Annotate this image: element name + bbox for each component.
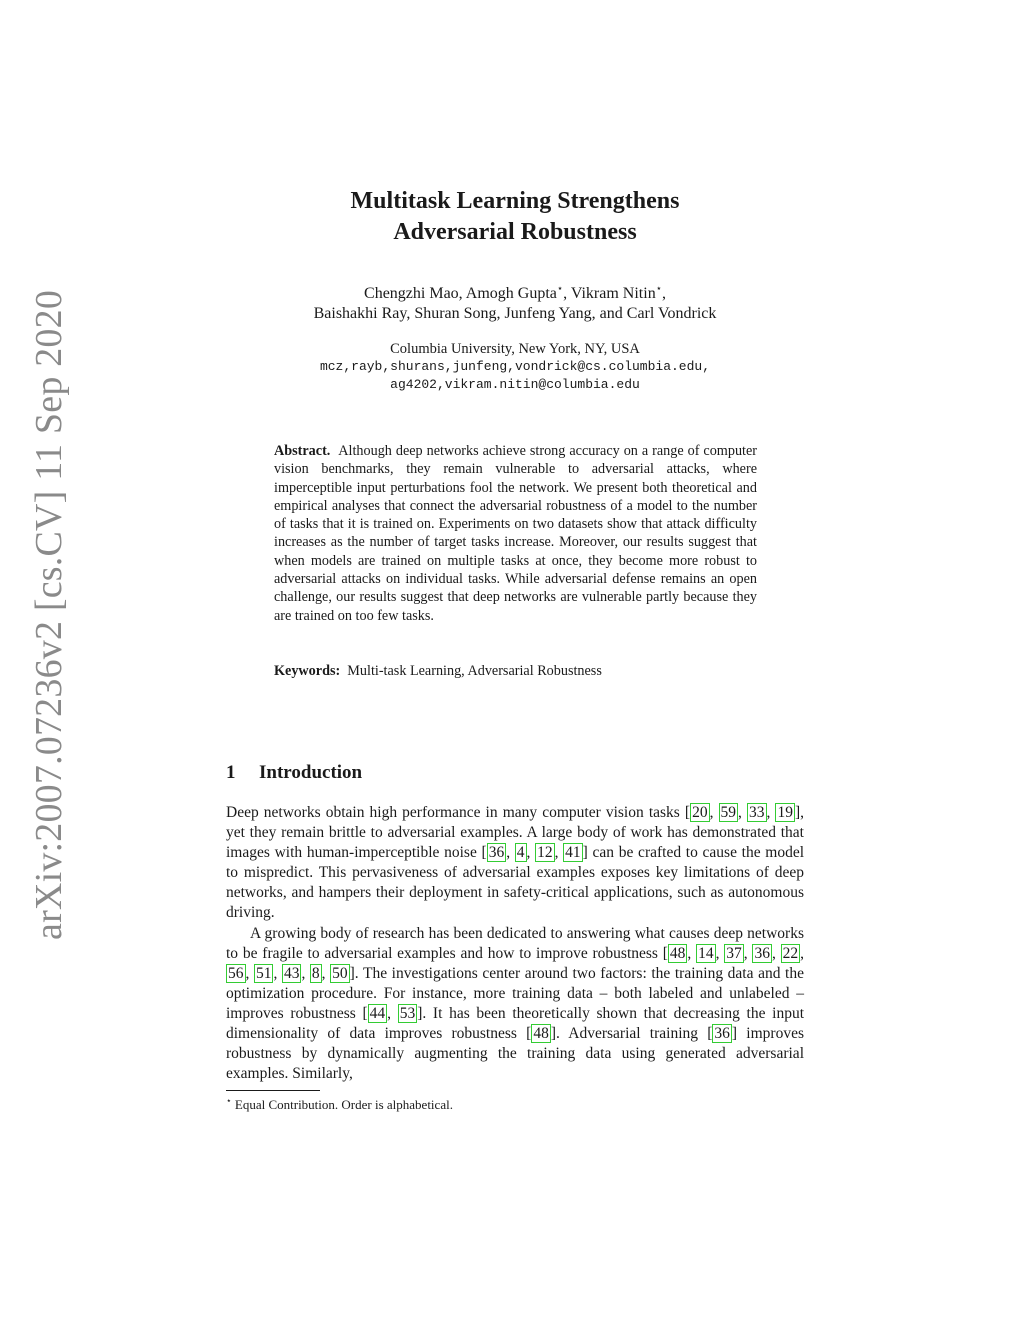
para1-text-2: ], yet they remain brittle to adversarial examples. A large body of work has demonstrated that images with human-imperceptible noise [ [226, 804, 805, 861]
citation-link[interactable]: 4 [516, 844, 525, 861]
citation-link[interactable]: 50 [332, 965, 348, 982]
footnote-mark: ⋆ [226, 1095, 232, 1106]
paper-title [226, 186, 804, 248]
keywords [274, 662, 757, 680]
para1-text-1: Deep networks obtain high performance in many computer vision tasks [ [226, 804, 691, 821]
citation-link[interactable]: 36 [488, 844, 505, 861]
title-line-2: Adversarial Robustness [393, 219, 637, 245]
citation-link[interactable]: 56 [228, 965, 244, 982]
para2-text-5: ] improves robustness by dynamically augmenting the training data using generated adversarial examples. Similarly, [226, 1025, 804, 1082]
author-line-2: Baishakhi Ray, Shuran Song, Junfeng Yang, and Carl Vondrick [313, 305, 717, 322]
citation-link[interactable]: 51 [255, 965, 272, 982]
para1-text-3: ] can be crafted to cause the model to mispredict. This pervasiveness of adversarial examples exposes key limitations of deep networks, and hampers their deployment in safety-critical applications, such as autonomous driving. [226, 844, 805, 921]
authors-part-a: Chengzhi Mao, Amogh Gupta [364, 285, 557, 302]
para2-text-1: A growing body of research has been dedicated to answering what causes deep networks to be fragile to adversarial examples and how to improve robustness [ [226, 925, 804, 962]
section-heading [226, 761, 804, 785]
para2-text-3: ]. It has been theoretically shown that decreasing the input dimensionality of data improves robustness [ [226, 1005, 804, 1042]
citation-link[interactable]: 36 [754, 945, 770, 962]
citation-link[interactable]: 12 [537, 844, 553, 861]
citation-link[interactable]: 20 [692, 804, 708, 821]
institution: Columbia University, New York, NY, USA [390, 341, 640, 357]
abstract [274, 442, 757, 625]
intro-paragraph-2: A growing body of research has been dedicated to answering what causes deep networks to be fragile to adversarial examples and how to improve robustness [ 48 , 14 , 37 , 36 , 22 , 56 , 51 , 43 , 8 , 50 ]. The investigations center around two factors: the training data and the optimization procedure. For instance, more training data – both labeled and unlabeled – improves robustness [ 44 , 53 ]. It has been theoretically shown that decreasing the input dimensionality of data improves robustness [ 48 ]. Adversarial training [ 36 ] improves robustness by dynamically augmenting the training data using generated adversarial examples. Similarly, [226, 925, 805, 1082]
abstract-label: Abstract. [274, 443, 331, 459]
email-line-2: ag4202,vikram.nitin@columbia.edu [390, 377, 640, 392]
citation-link[interactable]: 48 [533, 1025, 549, 1042]
email-line-1: mcz,rayb,shurans,junfeng,vondrick@cs.columbia.edu, [319, 359, 711, 374]
citation-link[interactable]: 43 [283, 965, 300, 982]
author-line-1 [226, 284, 804, 304]
title-line-1: Multitask Learning Strengthens [350, 188, 680, 214]
affiliation [226, 340, 804, 394]
keywords-text: Multi-task Learning, Adversarial Robustness [347, 663, 602, 679]
citation-link[interactable]: 48 [669, 945, 686, 962]
citation-link[interactable]: 33 [749, 804, 765, 821]
citation-link[interactable]: 59 [720, 804, 737, 821]
citation-link[interactable]: 22 [782, 945, 799, 962]
para2-text-4: ]. Adversarial training [ [550, 1025, 713, 1042]
section-number: 1 [226, 762, 236, 783]
author-list [226, 284, 804, 324]
equal-contribution-mark-1: ⋆ [556, 283, 564, 295]
footnote-rule [226, 1090, 320, 1091]
authors-part-c: , [661, 285, 666, 302]
citation-link[interactable]: 37 [726, 945, 742, 962]
citation-link[interactable]: 36 [714, 1025, 730, 1042]
keywords-label: Keywords: [274, 663, 341, 679]
citation-link[interactable]: 14 [698, 945, 714, 962]
citation-link[interactable]: 19 [777, 804, 793, 821]
citation-link[interactable]: 8 [311, 965, 320, 982]
citation-link[interactable]: 44 [369, 1005, 386, 1022]
abstract-text: Although deep networks achieve strong accuracy on a range of computer vision benchmarks, they remain vulnerable to adversarial attacks, where imperceptible input perturbations fool the network. We present both theoretical and empirical analyses that connect the adversarial robustness of a model to the number of tasks that it is trained on. Experiments on two datasets show that attack difficulty increases as the number of target tasks increase. Moreover, our results suggest that when models are trained on multiple tasks at once, they become more robust to adversarial attacks on individual tasks. While adversarial defense remains an open challenge, our results suggest that deep networks are vulnerable partly because they are trained on too few tasks. [274, 443, 757, 624]
section-title: Introduction [259, 762, 363, 783]
citation-link[interactable]: 53 [399, 1005, 416, 1022]
intro-paragraph-1: Deep networks obtain high performance in many computer vision tasks [ 20 , 59 , 33 , 19 ], yet they remain brittle to adversarial examples. A large body of work has demonstrated that images with human-imperceptible noise [ 36 , 4 , 12 , 41 ] can be crafted to cause the model to mispredict. This pervasiveness of adversarial examples exposes key limitations of deep networks, and hampers their deployment in safety-critical applications, such as autonomous driving. [226, 804, 805, 921]
footnote-text: Equal Contribution. Order is alphabetical. [231, 1097, 453, 1112]
equal-contribution-mark-2: ⋆ [655, 283, 662, 295]
authors-part-b: , Vikram Nitin [563, 285, 656, 302]
arxiv-stamp: arXiv:2007.07236v2 [cs.CV] 11 Sep 2020 [28, 289, 70, 940]
citation-link[interactable]: 41 [565, 844, 581, 861]
para2-text-2: ]. The investigations center around two factors: the training data and the optimization procedure. For instance, more training data – both labeled and unlabeled – improves robustness [ [226, 965, 804, 1022]
footnote [226, 1096, 804, 1113]
